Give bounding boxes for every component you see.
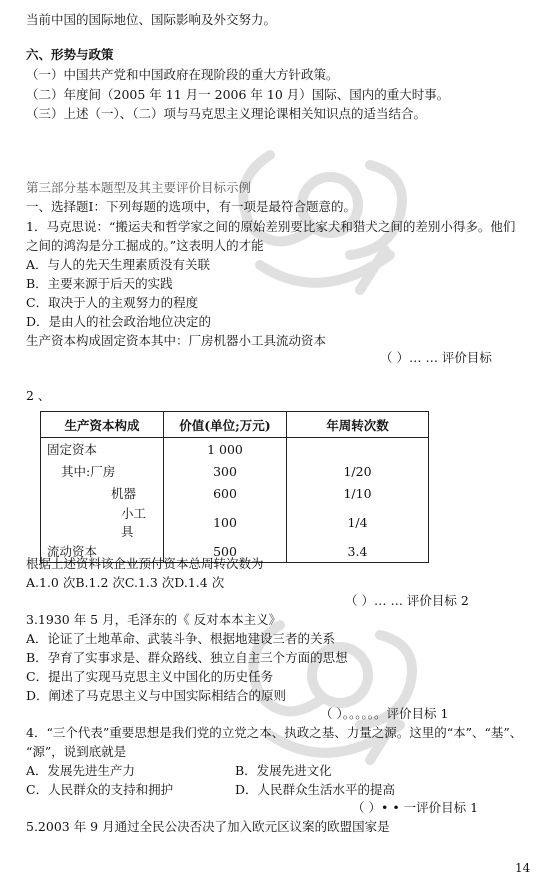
table-cell: 固定资本 bbox=[41, 438, 164, 461]
table-cell: 小工具 bbox=[41, 504, 164, 540]
table-row bbox=[41, 460, 429, 482]
section6-item: （一）中国共产党和中国政府在现阶段的重大方针政策。 bbox=[26, 67, 339, 82]
q4-stem-line2: “源”，说到底就是 bbox=[26, 744, 127, 759]
section6-item: （二）年度间（2005 年 11 月一 2006 年 10 月）国际、国内的重大时事。 bbox=[26, 87, 450, 102]
capital-table bbox=[40, 411, 429, 563]
table-cell: 100 bbox=[164, 504, 287, 540]
q3-option-d: D．阐述了马克思主义与中国实际相结合的原则 bbox=[26, 688, 287, 703]
top-line: 当前中国的国际地位、国际影响及外交努力。 bbox=[26, 12, 277, 27]
q1-target: （ ）… … 评价目标 bbox=[380, 350, 492, 365]
q2-target: （ ）… … 评价目标 2 bbox=[345, 593, 469, 608]
q3-target: （ ）。。。。。。评价目标 1 bbox=[320, 706, 449, 721]
q5-stem: 5.2003 年 9 月通过全民公决否决了加入欧元区议案的欧盟国家是 bbox=[26, 819, 390, 834]
page-number: 14 bbox=[515, 861, 531, 875]
table-cell: 500 bbox=[164, 540, 287, 563]
q1-option-c: C．取决于人的主观努力的程度 bbox=[26, 295, 199, 310]
table-row bbox=[41, 438, 429, 461]
q1-stem-line2: 之间的鸿沟是分工掘成的。”这表明人的才能 bbox=[26, 238, 264, 253]
q4-target: （ ）• • 一评价目标 1 bbox=[352, 800, 479, 815]
q3-option-b: B．孕育了实事求是、群众路线、独立自主三个方面的思想 bbox=[26, 650, 348, 665]
part3-intro: 一、选择题Ⅰ：下列每题的选项中，有一项是最符合题意的。 bbox=[26, 199, 356, 214]
table-cell: 1/20 bbox=[287, 460, 429, 482]
table-cell: 机器 bbox=[41, 482, 164, 504]
q2-options: A.1.0 次B.1.2 次C.1.3 次D.1.4 次 bbox=[26, 575, 225, 590]
q1-stem-line1: 1．马克思说：“搬运夫和哲学家之间的原始差别要比家犬和猎犬之间的差别小得多。他们 bbox=[26, 219, 516, 234]
table-row bbox=[41, 482, 429, 504]
q1-option-a: A．与人的先天生理素质没有关联 bbox=[26, 257, 211, 272]
table-header: 生产资本构成 bbox=[41, 412, 164, 438]
table-cell: 其中:厂房 bbox=[41, 460, 164, 482]
table-cell: 1/10 bbox=[287, 482, 429, 504]
section-heading-six: 六、形势与政策 bbox=[26, 47, 114, 62]
table-header: 价值(单位;万元) bbox=[164, 412, 287, 438]
table-cell: 流动资本 bbox=[41, 540, 164, 563]
q1-option-d: D．是由人的社会政治地位决定的 bbox=[26, 314, 212, 329]
q2-stem: 根据上述资料该企业预付资本总周转次数为 bbox=[26, 556, 264, 571]
q2-number: 2 、 bbox=[26, 388, 51, 403]
table-header: 年周转次数 bbox=[287, 412, 429, 438]
part3-heading: 第三部分基本题型及其主要评价目标示例 bbox=[26, 180, 252, 195]
table-cell: 1/4 bbox=[287, 504, 429, 540]
q4-option-d: D．人民群众生活水平的提高 bbox=[235, 782, 396, 797]
section6-item: （三）上述（一）、（二）项与马克思主义理论课相关知识点的适当结合。 bbox=[26, 106, 427, 121]
table-row bbox=[41, 504, 429, 540]
q4-option-c: C．人民群众的支持和拥护 bbox=[26, 782, 174, 797]
table-cell: 300 bbox=[164, 460, 287, 482]
q4-option-a: A．发展先进生产力 bbox=[26, 763, 136, 778]
q4-stem-line1: 4．“三个代表”重要思想是我们党的立党之本、执政之基、力量之源。这里的“本”、“基”、 bbox=[26, 725, 523, 740]
q3-stem: 3.1930 年 5 月，毛泽东的《 反对本本主义》 bbox=[26, 612, 282, 627]
q1-option-b: B．主要来源于后天的实践 bbox=[26, 276, 173, 291]
table-header-row bbox=[41, 412, 429, 438]
q4-option-b: B．发展先进文化 bbox=[235, 763, 332, 778]
q1-extra-line: 生产资本构成固定资本其中：厂房机器小工具流动资本 bbox=[26, 333, 327, 348]
table-cell: 3.4 bbox=[287, 540, 429, 563]
q3-option-c: C．提出了实现马克思主义中国化的历史任务 bbox=[26, 669, 274, 684]
table-cell: 1 000 bbox=[164, 438, 287, 461]
q3-option-a: A．论证了土地革命、武装斗争、根据地建设三者的关系 bbox=[26, 631, 336, 646]
table-cell: 600 bbox=[164, 482, 287, 504]
table-cell bbox=[287, 438, 429, 461]
